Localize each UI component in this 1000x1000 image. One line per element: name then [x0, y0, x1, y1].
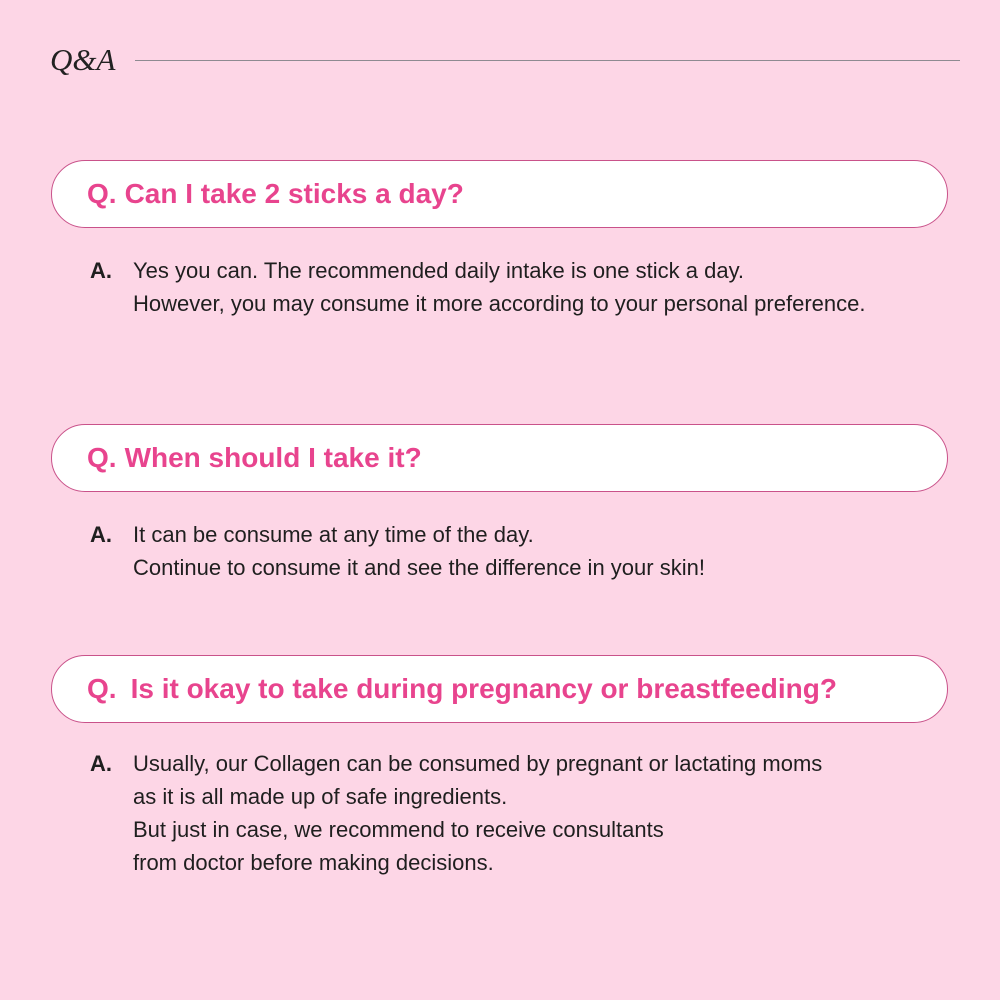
faq-question-2[interactable]	[51, 424, 948, 492]
header-divider	[135, 60, 960, 61]
answer-line: However, you may consume it more according to your personal preference.	[133, 291, 866, 316]
question-label: Is it okay to take during pregnancy or breastfeeding?	[130, 673, 837, 704]
faq-question-3[interactable]	[51, 655, 948, 723]
faq-answer-1	[90, 254, 950, 320]
answer-text: Yes you can. The recommended daily intake is one stick a day.	[133, 258, 745, 283]
qa-header	[50, 40, 960, 80]
answer-prefix: A.	[90, 751, 112, 776]
answer-text: It can be consume at any time of the day.	[133, 522, 534, 547]
question-label: Can I take 2 sticks a day?	[124, 178, 464, 209]
question-prefix: Q.	[87, 673, 117, 704]
answer-prefix: A.	[90, 258, 112, 283]
answer-line	[90, 747, 950, 780]
answer-line: from doctor before making decisions.	[133, 850, 494, 875]
question-prefix: Q.	[87, 178, 117, 209]
faq-answer-3	[90, 747, 950, 879]
question-text	[87, 441, 422, 475]
question-text	[87, 177, 464, 211]
faq-answer-2	[90, 518, 950, 584]
answer-line: as it is all made up of safe ingredients.	[133, 784, 508, 809]
question-label: When should I take it?	[124, 442, 422, 473]
answer-line	[90, 254, 950, 287]
answer-line	[90, 518, 950, 551]
page-title: Q&A	[50, 42, 116, 77]
question-prefix: Q.	[87, 442, 117, 473]
answer-line: Continue to consume it and see the difference in your skin!	[133, 555, 705, 580]
answer-prefix: A.	[90, 522, 112, 547]
faq-question-1[interactable]	[51, 160, 948, 228]
question-text	[87, 672, 837, 706]
answer-line: But just in case, we recommend to receive consultants	[133, 817, 664, 842]
answer-text: Usually, our Collagen can be consumed by pregnant or lactating moms	[133, 751, 823, 776]
